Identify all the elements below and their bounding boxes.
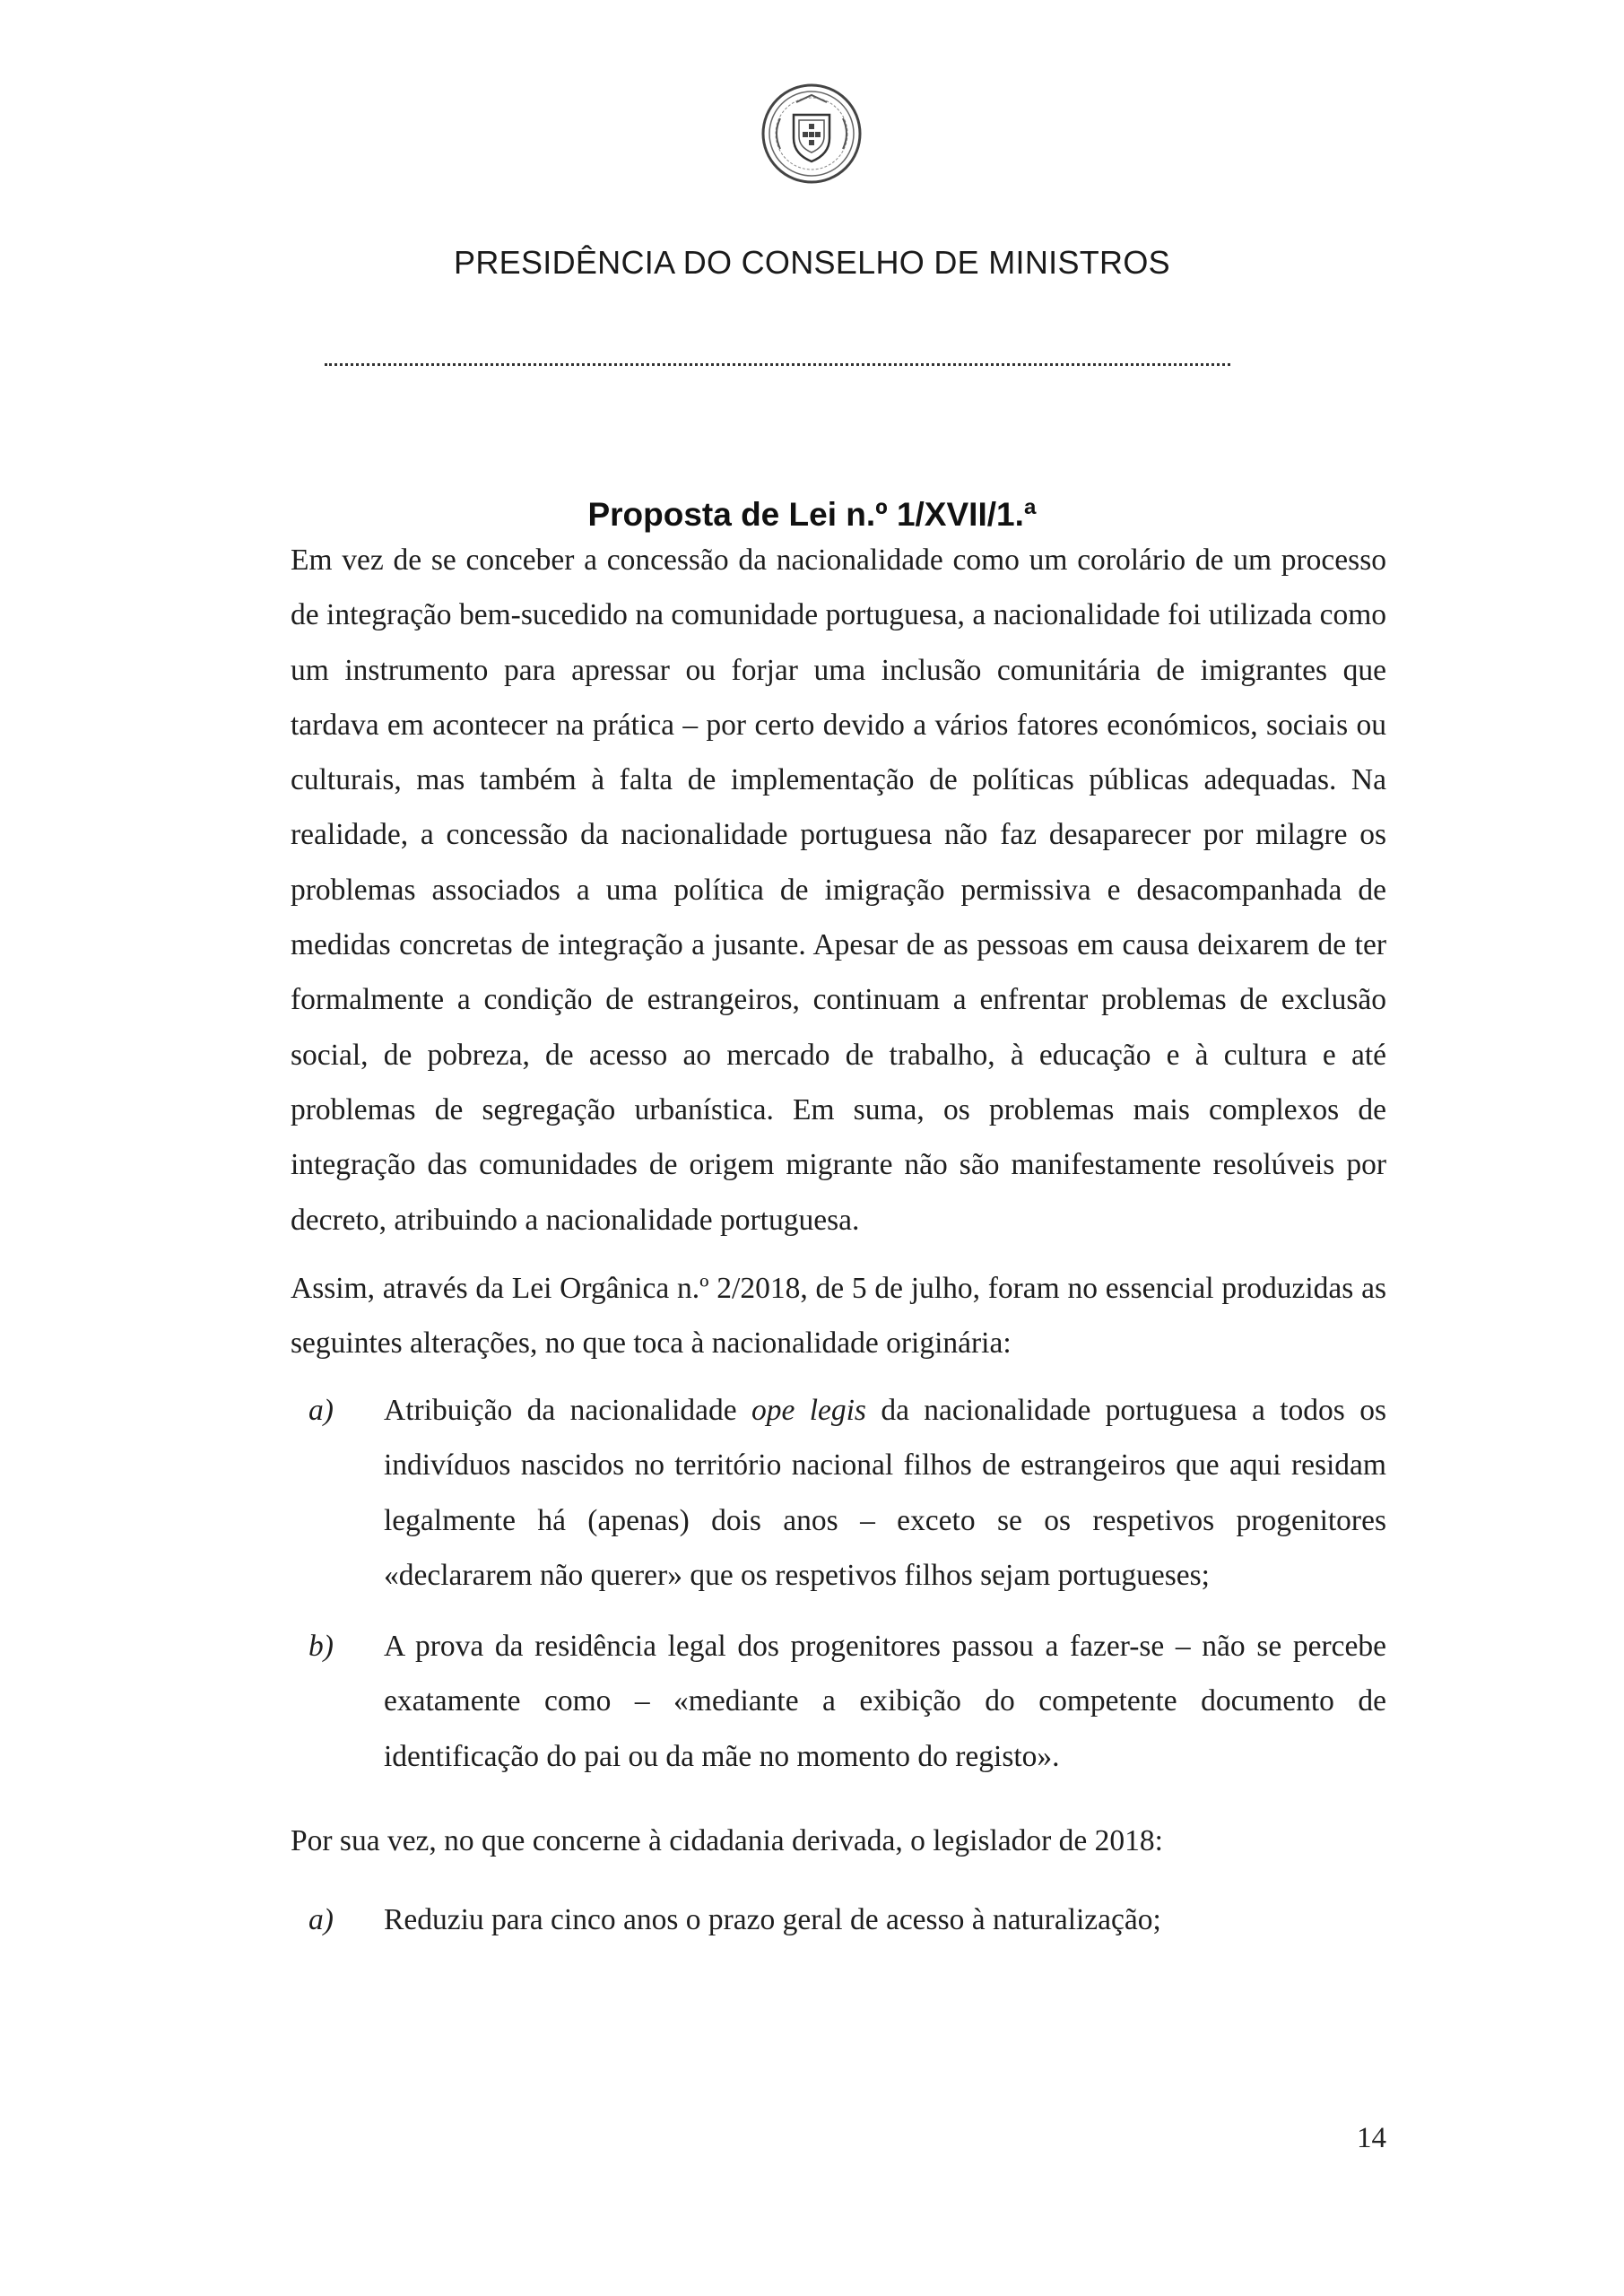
page-number: 14 [1357, 2122, 1386, 2154]
paragraph-integration: Em vez de se conceber a concessão da nacionalidade como um corolário de um processo de integração bem-sucedido na comunidade portuguesa, a nacionalidade foi utilizada como um instrumento para apressar ou forjar uma inclusão comunitária de imigrantes que tardava em acontecer na prática – por certo devido a vários fatores económicos, sociais ou culturais, mas também à falta de implementação de políticas públicas adequadas. Na realidade, a concessão da nacionalidade portuguesa não faz desaparecer por milagre os problemas associados a uma política de imigração permissiva e desacompanhada de medidas concretas de integração a jusante. Apesar de as pessoas em causa deixarem de ter formalmente a condição de estrangeiros, continuam a enfrentar problemas de exclusão social, de pobreza, de acesso ao mercado de trabalho, à educação e à cultura e até problemas de segregação urbanística. Em suma, os problemas mais complexos de integração das comunidades de origem migrante não são manifestamente resolúveis por decreto, atribuindo a nacionalidade portuguesa. [291, 544, 1386, 1237]
list-item-text-part: Atribuição da nacionalidade [384, 1394, 751, 1427]
list-item-text: A prova da residência legal dos progenitores passou a fazer-se – não se percebe exatamente como – «mediante a exibição do competente documento de identificação do pai ou da mãe no momento do registo». [384, 1630, 1386, 1773]
list-item-text: Reduziu para cinco anos o prazo geral de acesso à naturalização; [384, 1903, 1161, 1936]
list-item-text-part: da nacionalidade portuguesa a todos os indivíduos nascidos no território nacional filhos de estrangeiros que aqui residam legalmente há (apenas) dois anos – exceto se os respetivos progenitores «declararem não querer» que os respetivos filhos sejam portugueses; [384, 1394, 1386, 1592]
dotted-separator [325, 363, 1230, 366]
latin-term: ope legis [751, 1394, 866, 1427]
document-title: Proposta de Lei n.º 1/XVII/1.ª [587, 496, 1037, 533]
list-marker: b) [308, 1630, 334, 1663]
portugal-coat-of-arms-seal [760, 83, 863, 185]
paragraph-derived-citizenship: Por sua vez, no que concerne à cidadania derivada, o legislador de 2018: [291, 1824, 1163, 1857]
list-item-text [384, 1383, 1386, 1603]
list-marker: a) [308, 1394, 334, 1427]
ministry-header: PRESIDÊNCIA DO CONSELHO DE MINISTROS [454, 244, 1170, 281]
paragraph-organic-law: Assim, através da Lei Orgânica n.º 2/2018, de 5 de julho, foram no essencial produzidas as seguintes alterações, no que toca à nacionalidade originária: [291, 1272, 1386, 1361]
list-marker: a) [308, 1903, 334, 1936]
